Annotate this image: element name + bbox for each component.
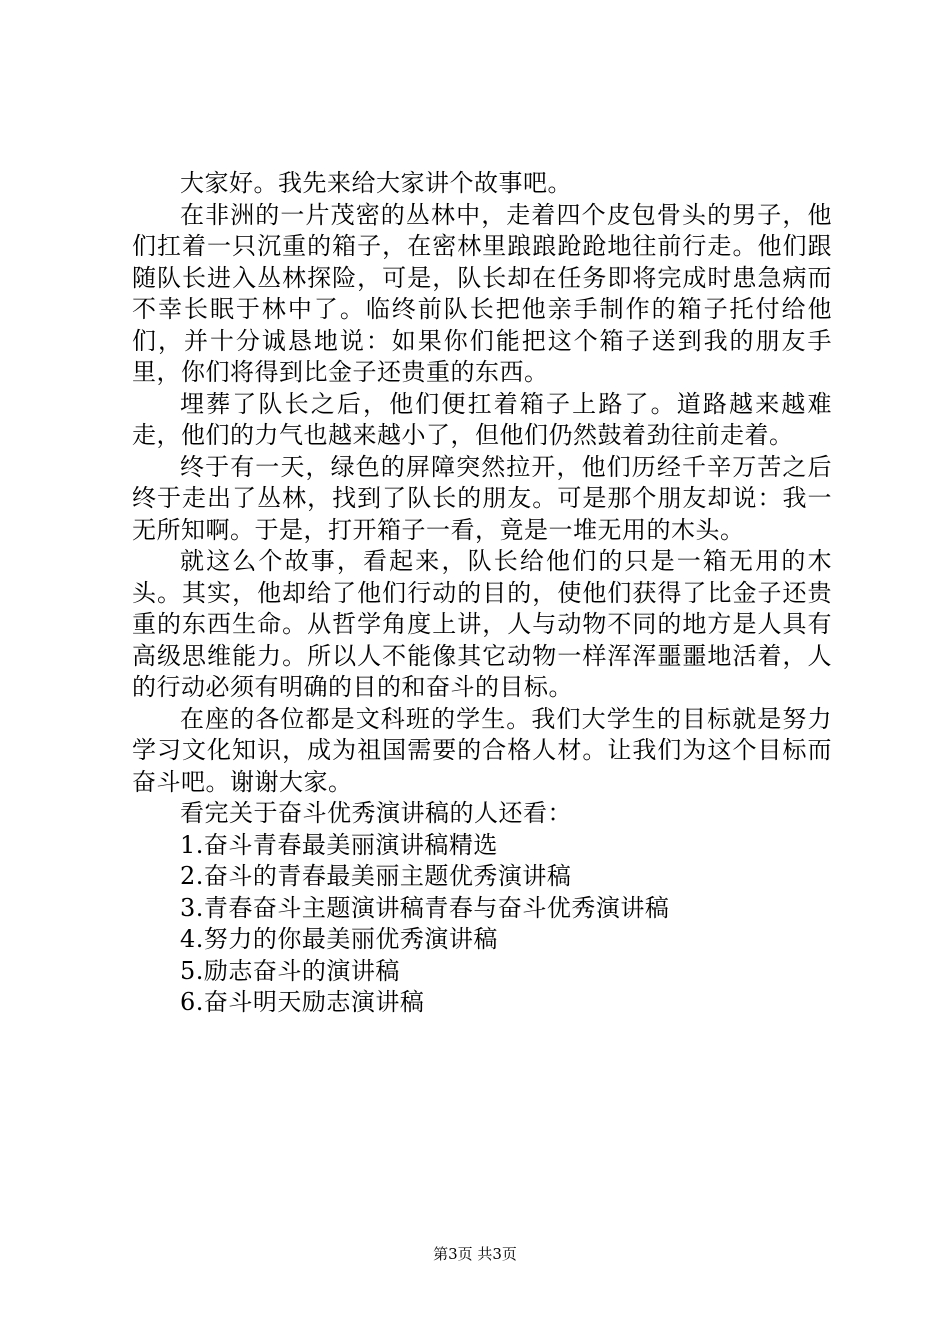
related-links-list — [132, 830, 832, 1019]
page-footer: 第3页 共3页 — [433, 1245, 517, 1263]
related-link-5[interactable]: 5.励志奋斗的演讲稿 — [180, 956, 400, 985]
related-link-6[interactable]: 6.奋斗明天励志演讲稿 — [180, 988, 425, 1016]
paragraph-closing: 在座的各位都是文科班的学生。我们大学生的目标就是努力学习文化知识，成为祖国需要的合格人材。让我们为这个目标而奋斗吧。谢谢大家。 — [132, 704, 832, 796]
related-link-3[interactable]: 3.青春奋斗主题演讲稿青春与奋斗优秀演讲稿 — [180, 893, 670, 922]
related-link-4[interactable]: 4.努力的你最美丽优秀演讲稿 — [180, 925, 498, 953]
related-link-2[interactable]: 2.奋斗的青春最美丽主题优秀演讲稿 — [180, 862, 572, 890]
related-link-1[interactable]: 1.奋斗青春最美丽演讲稿精选 — [180, 830, 498, 859]
paragraph-story-ending: 终于有一天，绿色的屏障突然拉开，他们历经千辛万苦之后终于走出了丛林，找到了队长的朋友。可是那个朋友却说：我一无所知啊。于是，打开箱子一看，竟是一堆无用的木头。 — [132, 452, 832, 544]
paragraph-story-meaning: 就这么个故事，看起来，队长给他们的只是一箱无用的木头。其实，他却给了他们行动的目的，使他们获得了比金子还贵重的东西生命。从哲学角度上讲，人与动物不同的地方是人具有高级思维能力。所以人不能像其它动物一样浑浑噩噩地活着，人的行动必须有明确的目的和奋斗的目标。 — [132, 547, 832, 701]
paragraph-story-intro: 在非洲的一片茂密的丛林中，走着四个皮包骨头的男子，他们扛着一只沉重的箱子，在密林里踉踉跄跄地往前行走。他们跟随队长进入丛林探险，可是，队长却在任务即将完成时患急病而不幸长眠于林中了。临终前队长把他亲手制作的箱子托付给他们，并十分诚恳地说：如果你们能把这个箱子送到我的朋友手里，你们将得到比金子还贵重的东西。 — [132, 200, 832, 386]
document-body — [132, 168, 832, 1019]
paragraph-story-journey: 埋葬了队长之后，他们便扛着箱子上路了。道路越来越难走，他们的力气也越来越小了，但他们仍然鼓着劲往前走着。 — [132, 389, 832, 449]
paragraph-greeting: 大家好。我先来给大家讲个故事吧。 — [180, 169, 572, 197]
related-heading: 看完关于奋斗优秀演讲稿的人还看： — [180, 799, 572, 827]
